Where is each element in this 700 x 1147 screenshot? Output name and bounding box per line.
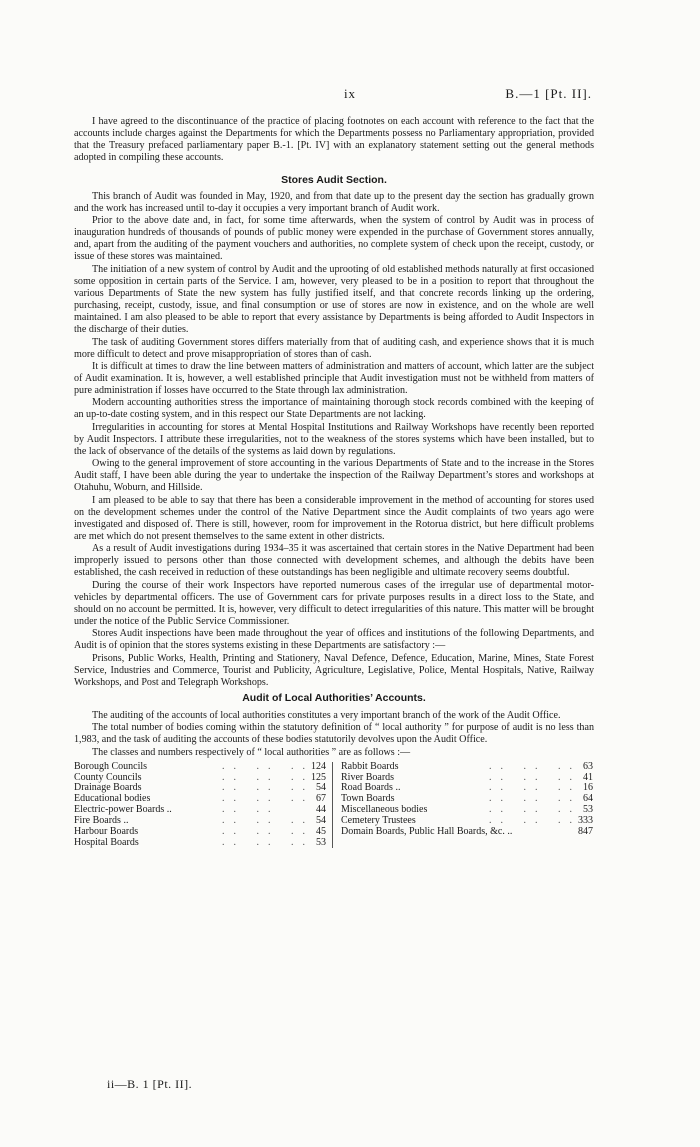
leader-dots: .. .. <box>222 804 280 816</box>
authority-count: 53 <box>583 804 593 816</box>
table-row <box>74 827 326 838</box>
authority-count: 124 <box>311 760 326 772</box>
footer-signature: ii—B. 1 [Pt. II]. <box>107 1077 193 1091</box>
authority-name: Road Boards .. <box>341 782 401 794</box>
authority-count: 45 <box>316 825 326 837</box>
departments-list: Prisons, Public Works, Health, Printing and Stationery, Naval Defence, Defence, Education, Marine, Mines, State Forest Service, Industries and Commerce, Tourist and Publicity, Agriculture, Legislative, Police, Mental Hospitals, Native, Railway Workshops, and Post and Telegraph Workshops. <box>74 652 594 688</box>
authority-count: 63 <box>583 760 593 772</box>
paragraph: The total number of bodies coming within the statutory definition of “ local authority ” for purpose of audit is no less than 1,983, and the task of auditing the accounts of these bodies statutorily devolves upon the Audit Office. <box>74 722 594 746</box>
authority-name: Domain Boards, Public Hall Boards, &c. .. <box>341 825 513 837</box>
leader-dots <box>512 827 574 838</box>
table-row <box>341 827 593 838</box>
authority-name: Fire Boards .. <box>74 814 129 826</box>
leader-dots: .. .. .. <box>222 814 314 826</box>
table-row <box>74 762 326 773</box>
local-authorities-paragraphs <box>74 710 594 759</box>
leader-dots: .. .. .. <box>489 804 581 816</box>
authority-count: 54 <box>316 814 326 826</box>
leader-dots: .. .. .. <box>222 793 314 805</box>
paragraph: Owing to the general improvement of store accounting in the various Departments of State and to the increase in the Stores Audit staff, I have been able during the year to undertake the inspection of the Railway Department’s stores and workshops at Otahuhu, Woburn, and Hillside. <box>74 458 594 494</box>
authority-count: 53 <box>316 836 326 848</box>
authority-count: 54 <box>316 782 326 794</box>
paragraph: Modern accounting authorities stress the importance of maintaining thorough stock records combined with the keeping of an up-to-date costing system, and in this respect our State Departments are not lacking. <box>74 397 594 421</box>
local-authorities-heading: Audit of Local Authorities’ Accounts. <box>242 692 426 705</box>
authority-count: 333 <box>578 814 593 826</box>
table-row <box>74 838 326 849</box>
stores-audit-paragraphs <box>74 191 594 653</box>
paragraph: Stores Audit inspections have been made throughout the year of offices and institutions of the following Departments, and Audit is of opinion that the stores systems existing in these Departments are satisfactory :— <box>74 628 594 652</box>
authority-count: 16 <box>583 782 593 794</box>
document-reference: B.—1 [Pt. II]. <box>505 86 592 101</box>
page-number: ix <box>343 86 357 101</box>
authority-name: Miscellaneous bodies <box>341 804 428 816</box>
stores-audit-heading: Stores Audit Section. <box>281 173 387 186</box>
authority-name: Hospital Boards <box>74 836 139 848</box>
authority-name: Rabbit Boards <box>341 760 399 772</box>
table-left-column <box>74 762 333 849</box>
authority-name: Cemetery Trustees <box>341 814 416 826</box>
authority-count: 41 <box>583 771 593 783</box>
paragraph: The classes and numbers respectively of “ local authorities ” are as follows :— <box>92 746 411 758</box>
authority-count: 67 <box>316 793 326 805</box>
local-authorities-table <box>74 762 594 849</box>
paragraph: The task of auditing Government stores differs materially from that of auditing cash, and experience shows that it is much more difficult to detect and prove misappropriation of stores than of cash. <box>74 336 594 360</box>
leader-dots: .. .. .. <box>222 760 314 772</box>
paragraph: As a result of Audit investigations during 1934–35 it was ascertained that certain stores in the Native Department had been improperly issued to persons other than those connected with development schemes, and although the debits have been established, the cash received in reduction of these outstandings has been negligible and ultimate recovery seems doubtful. <box>74 543 594 579</box>
paragraph: The auditing of the accounts of local authorities constitutes a very important branch of the work of the Audit Office. <box>92 710 561 722</box>
paragraph: Prior to the above date and, in fact, for some time afterwards, when the system of control by Audit was in process of inauguration hundreds of thousands of pounds of public money were expended in the purchase of Government stores annually, and, apart from the auditing of the payment vouchers and authorities, no complete system of check upon the receipt, custody, or issue of these stores was maintained. <box>74 214 594 263</box>
authority-name: Borough Councils <box>74 760 148 772</box>
leader-dots: .. .. .. <box>489 771 581 783</box>
leader-dots: .. .. .. <box>489 793 581 805</box>
table-row <box>341 762 593 773</box>
leader-dots: .. .. .. <box>489 814 581 826</box>
leader-dots: .. .. .. <box>489 782 581 794</box>
intro-paragraph: I have agreed to the discontinuance of the practice of placing footnotes on each account with reference to the fact that the accounts include charges against the Departments for which the Departments possess no Parliamentary appropriation, provided that the Treasury prefaced parliamentary paper B.-1. [Pt. IV] with an explanatory statement setting out the general methods adopted in compiling these accounts. <box>74 116 594 164</box>
table-right-column <box>333 762 593 849</box>
leader-dots: .. .. .. <box>222 825 314 837</box>
leader-dots: .. .. .. <box>222 836 314 848</box>
authority-name: River Boards <box>341 771 395 783</box>
page-body <box>74 116 594 848</box>
authority-count: 64 <box>583 793 593 805</box>
paragraph: It is difficult at times to draw the line between matters of administration and matters of account, which latter are the subject of Audit examination. It is, however, a well established principle that Audit investigation must not be withheld from matters of pure administration if losses have occurred to the State through lax administration. <box>74 360 594 397</box>
authority-name: Electric-power Boards .. <box>74 804 172 816</box>
authority-count: 847 <box>578 825 593 837</box>
authority-name: County Councils <box>74 771 142 783</box>
paragraph: During the course of their work Inspectors have reported numerous cases of the irregular use of departmental motor-vehicles by departmental officers. The use of Government cars for private purposes results in a direct loss to the State, and should on no account be permitted. It is, however, very difficult to detect irregularities of this nature. This matter will be brought under the notice of the Public Service Commissioner. <box>74 579 594 628</box>
authority-name: Educational bodies <box>74 793 151 805</box>
authority-count: 125 <box>311 771 326 783</box>
authority-name: Drainage Boards <box>74 782 142 794</box>
paragraph: This branch of Audit was founded in May, 1920, and from that date up to the present day the section has gradually grown and the work has increased until to-day it occupies a very important branch of Audit work. <box>74 190 594 214</box>
authority-name: Harbour Boards <box>74 825 139 837</box>
paragraph: I am pleased to be able to say that there has been a considerable improvement in the method of accounting for stores used on the development schemes under the control of the Native Department since the Audit complaints of two years ago were investigated and disposed of. There is still, however, room for improvement in the Rotorua district, but here difficult problems are met which do not present themselves to the same extent in other districts. <box>74 494 594 542</box>
authority-count: 44 <box>316 804 326 816</box>
paragraph: Irregularities in accounting for stores at Mental Hospital Institutions and Railway Workshops have recently been reported by Audit Inspectors. I attribute these irregularities, not to the weakness of the stores systems which have been installed, but to the lack of observance of the details of the systems as laid down by regulations. <box>74 421 594 457</box>
leader-dots: .. .. .. <box>222 771 314 783</box>
leader-dots: .. .. .. <box>222 782 314 794</box>
leader-dots: .. .. .. <box>489 760 581 772</box>
paragraph: The initiation of a new system of control by Audit and the uprooting of old established methods naturally at first occasioned some opposition in certain parts of the Service. I am, however, very pleased to be in a position to report that throughout the various Departments of State the new system has fully justified itself, and that concrete records linking up the ordering, purchasing, receipt, custody, issue, and final consumption or use of stores are now in existence, and on the whole are well maintained. I am also pleased to be able to report that every assistance by Departments is being afforded to Audit Inspectors in the discharge of their duties. <box>74 263 594 336</box>
authority-name: Town Boards <box>341 793 395 805</box>
